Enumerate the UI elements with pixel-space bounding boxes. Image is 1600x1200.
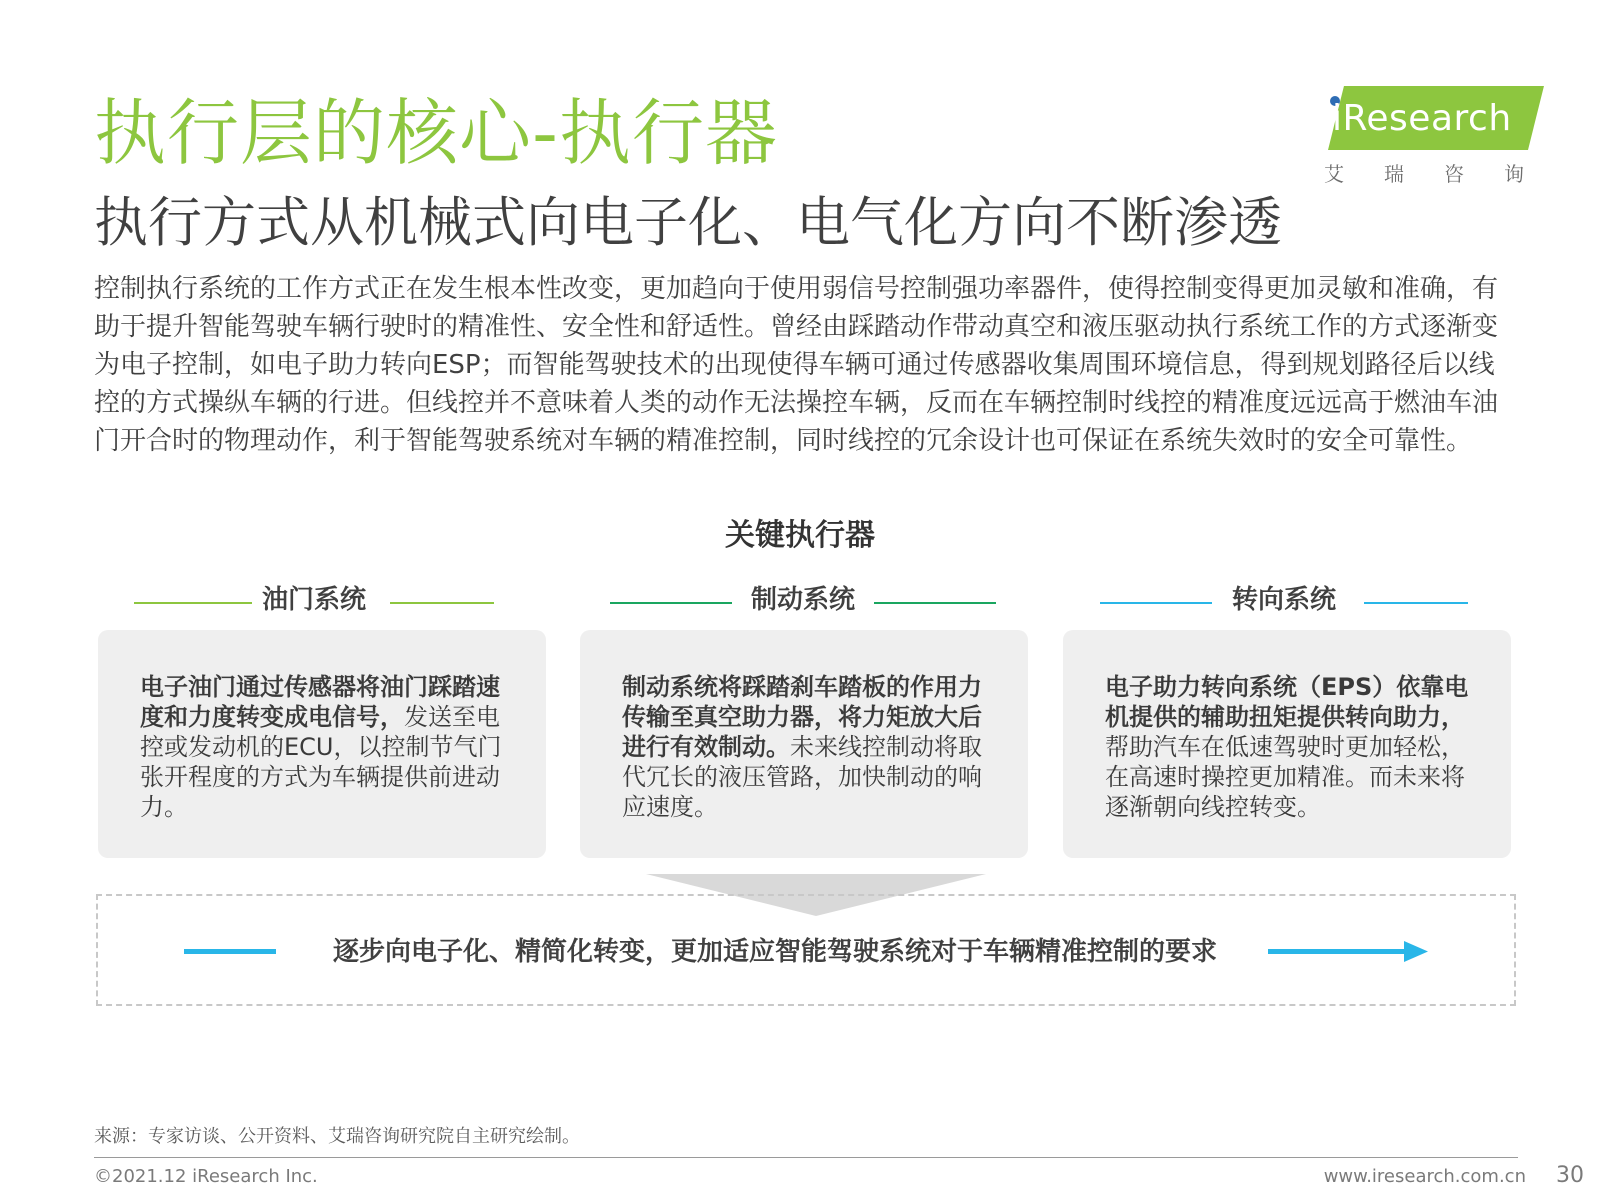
right-arrow-icon [1268,938,1428,964]
conclusion-text: 逐步向电子化、精简化转变，更加适应智能驾驶系统对于车辆精准控制的要求 [332,937,1217,967]
card-bold-text: 电子助力转向系统（EPS）依靠电机提供的辅助扭矩提供转向助力， [1105,673,1469,731]
intro-paragraph: 控制执行系统的工作方式正在发生根本性改变，更加趋向于使用弱信号控制强功率器件，使得控制变得更加灵敏和准确，有助于提升智能驾驶车辆行驶时的精准性、安全性和舒适性。曾经由踩踏动作带动真空和液压驱动执行系统工作的方式逐渐变为电子控制，如电子助力转向ESP；而智能驾驶技术的出现使得车辆可通过传感器收集周围环境信息，得到规划路径后以线控的方式操纵车辆的行进。但线控并不意味着人类的动作无法操控车辆，反而在车辆控制时线控的精准度远远高于燃油车油门开合时的物理动作，利于智能驾驶系统对车辆的精准控制，同时线控的冗余设计也可保证在系统失效时的安全可靠性。 [94,274,1499,456]
header-rule-right [874,602,996,604]
category-header-steering [1100,580,1468,620]
category-header-throttle [134,580,494,620]
category-label: 油门系统 [261,585,366,615]
card-throttle [98,630,546,858]
iresearch-logo [1322,84,1564,186]
section-title: 关键执行器 [725,518,875,553]
source-note: 来源：专家访谈、公开资料、艾瑞咨询研究院自主研究绘制。 [94,1126,580,1147]
header-rule-right [390,602,494,604]
logo-name: iResearch [1332,98,1512,139]
page-number: 30 [1556,1163,1584,1188]
copyright: ©2021.12 iResearch Inc. [94,1166,318,1187]
header-rule-right [1364,602,1468,604]
page-subtitle: 执行方式从机械式向电子化、电气化方向不断渗透 [94,191,1282,254]
footer-divider [94,1157,1518,1158]
website-link[interactable]: www.iresearch.com.cn [1323,1166,1526,1187]
card-text: 帮助汽车在低速驾驶时更加轻松，在高速时操控更加精准。而未来将逐渐朝向线控转变。 [1105,733,1465,821]
category-label: 制动系统 [750,585,855,615]
logo-chinese-name: 艾瑞咨询 [1324,162,1564,186]
category-header-brake [610,580,996,620]
card-brake [580,630,1028,858]
card-text: 发送至电控或发动机的ECU，以控制节气门张开程度的方式为车辆提供前进动力。 [140,703,502,821]
card-bold-text: 电子油门通过传感器将油门踩踏速度和力度转变成电信号， [140,673,500,731]
card-bold-text: 制动系统将踩踏刹车踏板的作用力传输至真空助力器，将力矩放大后进行有效制动。 [622,673,982,761]
conclusion-line-left [184,949,276,954]
page-title: 执行层的核心-执行器 [94,91,778,175]
category-label: 转向系统 [1231,585,1336,615]
card-steering [1063,630,1511,858]
card-text: 未来线控制动将取代冗长的液压管路，加快制动的响应速度。 [622,733,982,821]
